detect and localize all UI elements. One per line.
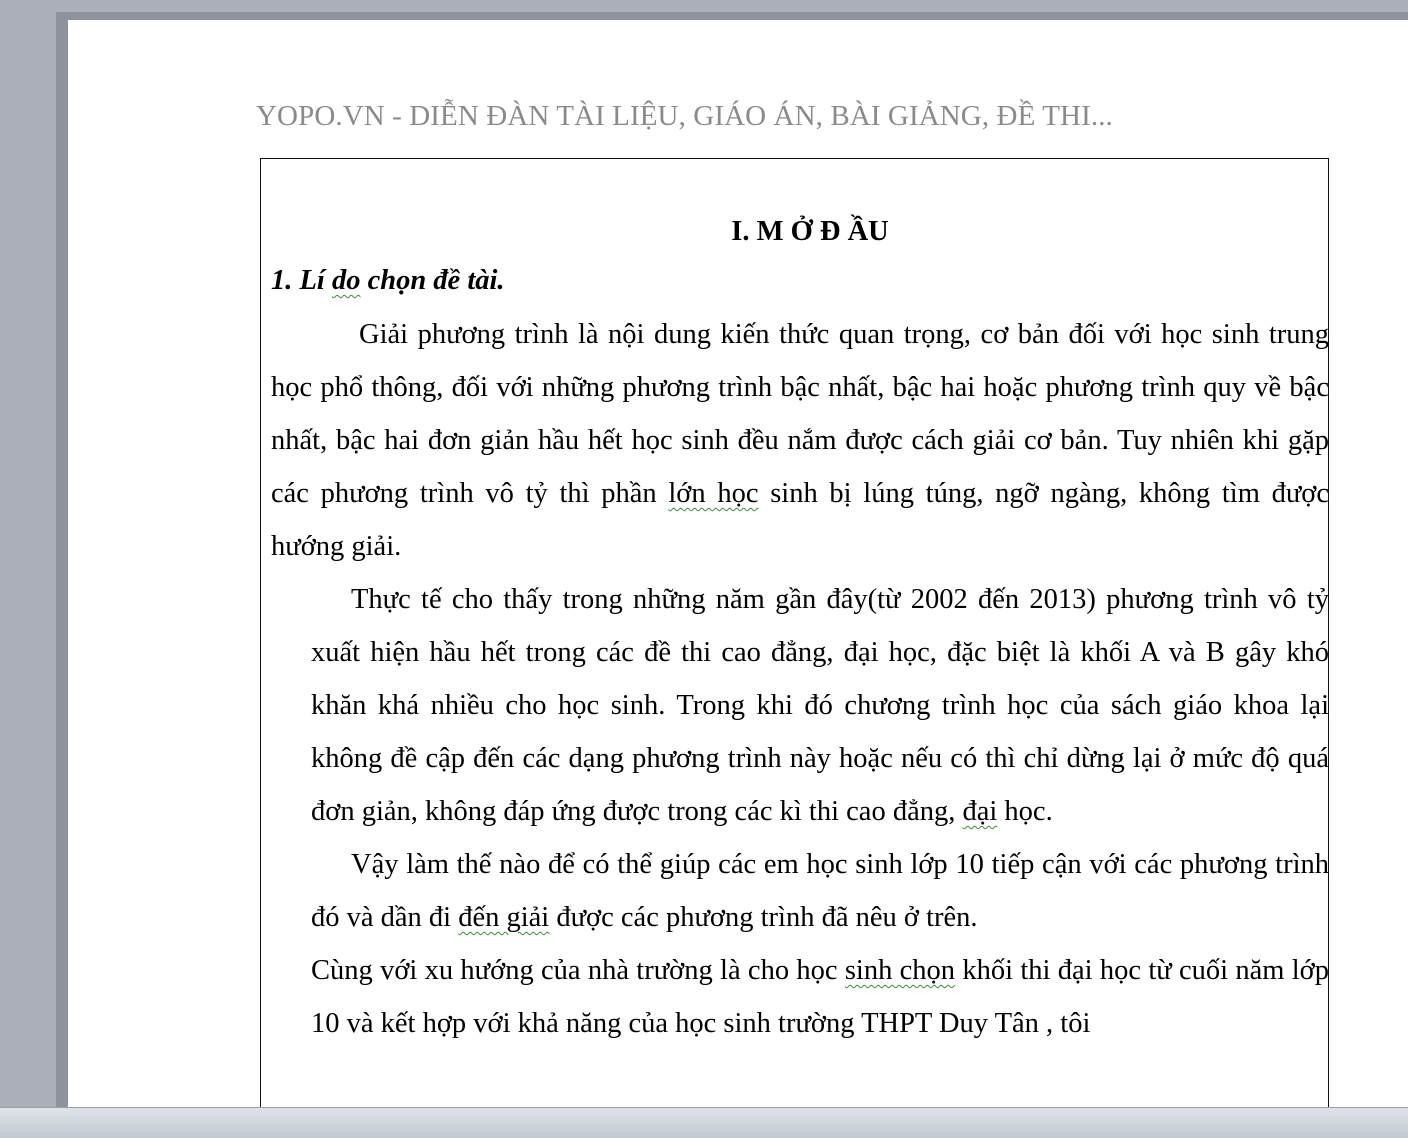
spellcheck-flag[interactable]: đến giải	[458, 902, 550, 933]
paragraph-3	[311, 838, 1329, 944]
paragraph-4	[311, 944, 1329, 1050]
page-header: YOPO.VN - DIỄN ĐÀN TÀI LIỆU, GIÁO ÁN, BÀI GIẢNG, ĐỀ THI...	[256, 100, 1113, 132]
paragraph-3-text: Vậy làm thế nào để có thể giúp các em học sinh lớp 10 tiếp cận với các phương trình đó và dần đi	[311, 849, 1329, 933]
paragraph-4-text-end: khối thi đại học từ cuối năm lớp 10 và kết hợp với khả năng của học sinh trường THPT Duy Tân , tôi	[311, 955, 1329, 1039]
spellcheck-flag[interactable]: đại	[962, 796, 998, 827]
subheading-text: 1. Lí	[271, 265, 332, 296]
indented-block	[311, 573, 1329, 1050]
status-bar	[0, 1107, 1408, 1138]
spellcheck-flag[interactable]: do	[331, 265, 361, 296]
paragraph-2-text-end: học.	[997, 796, 1053, 827]
paragraph-3-text-end: được các phương trình đã nêu ở trên.	[549, 902, 978, 933]
section-heading: I. M Ở Đ ẦU	[731, 216, 889, 247]
subsection-heading	[271, 254, 1329, 308]
spellcheck-flag[interactable]: sinh chọn	[844, 955, 956, 986]
document-body[interactable]	[271, 210, 1329, 1050]
paragraph-2	[311, 573, 1329, 838]
paragraph-4-text: Cùng với xu hướng của nhà trường là cho học	[311, 955, 845, 986]
spellcheck-flag[interactable]: lớn học	[668, 478, 759, 509]
paragraph-1-text-end: sinh bị lúng túng, ngỡ ngàng, không tìm được hướng giải.	[271, 478, 1330, 562]
subheading-text-end: chọn đề tài.	[360, 265, 505, 296]
paragraph-1	[271, 308, 1329, 573]
paragraph-2-text: Thực tế cho thấy trong những năm gần đây(từ 2002 đến 2013) phương trình vô tỷ xuất hiện hầu hết trong các đề thi cao đẳng, đại học, đặc biệt là khối A và B gây khó khăn khá nhiều cho học sinh. Trong khi đó chương trình học của sách giáo khoa lại không đề cập đến các dạng phương trình này hoặc nếu có thì chỉ dừng lại ở mức độ quá đơn giản, không đáp ứng được trong các kì thi cao đẳng,	[311, 584, 1329, 827]
paragraph-1-text: Giải phương trình là nội dung kiến thức quan trọng, cơ bản đối với học sinh trung học phổ thông, đối với những phương trình bậc nhất, bậc hai hoặc phương trình quy về bậc nhất, bậc hai đơn giản hầu hết học sinh đều nắm được cách giải cơ bản. Tuy nhiên khi gặp các phương trình vô tỷ thì phần	[271, 319, 1329, 509]
document-page[interactable]	[68, 20, 1408, 1108]
